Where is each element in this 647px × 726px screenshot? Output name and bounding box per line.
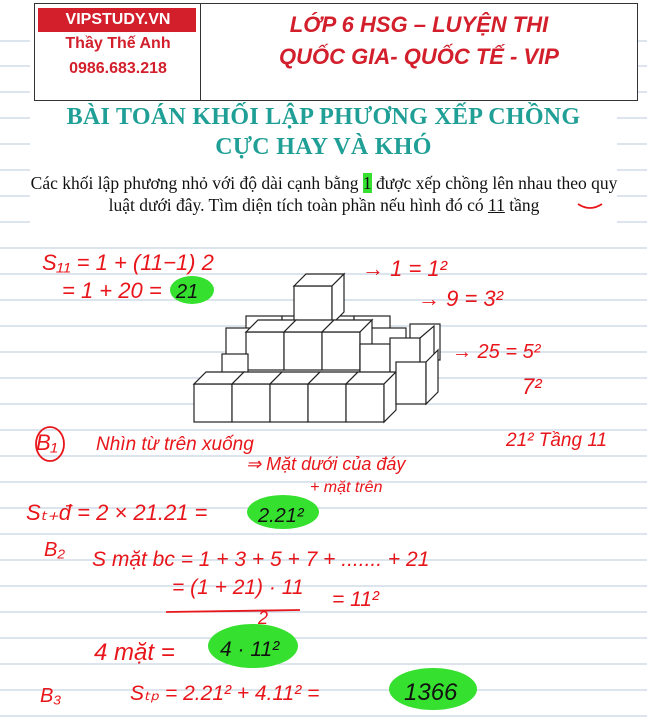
step-2-label: B₂ <box>44 539 65 561</box>
brand-name: VIPSTUDY.VN <box>65 11 171 28</box>
final-answer: 1366 <box>404 679 458 706</box>
step-1-label: B₁ <box>36 430 58 455</box>
phone-number: 0986.683.218 <box>69 60 167 77</box>
s-side-sum: S mặt bc = 1 + 3 + 5 + 7 + ....... + 21 <box>92 548 430 571</box>
s11-result: 21 <box>176 281 199 303</box>
s-side-result: = 11² <box>332 588 379 611</box>
layer-1-count: → 1 = 1² <box>362 256 447 281</box>
step-1-text: Nhìn từ trên xuống <box>96 434 254 455</box>
layer-4-count: 7² <box>522 374 542 399</box>
layer-2-count: → 9 = 3² <box>418 286 503 311</box>
s-side-formula: = (1 + 21) · 11 <box>172 576 304 599</box>
four-faces-result: 4 · 11² <box>220 638 280 661</box>
layer-3-count: → 25 = 5² <box>452 341 541 363</box>
four-faces-label: 4 mặt = <box>94 639 175 666</box>
course-line-2: QUỐC GIA- QUỐC TẾ - VIP <box>279 44 559 69</box>
problem-text-2: được xếp chồng lên nhau theo quy luật dưới đây. Tìm diện tích toàn phần nếu hình đó có <box>108 173 618 215</box>
total-surface-formula: Sₜₚ = 2.21² + 4.11² = <box>130 682 320 705</box>
edge-length-value: 1 <box>362 173 372 193</box>
course-line-1: LỚP 6 HSG – LUYỆN THI <box>289 12 549 37</box>
step-1-note: 21² Tầng 11 <box>506 430 608 451</box>
title-line-2: CỰC HAY VÀ KHÓ <box>215 134 432 160</box>
problem-text-3: tầng <box>504 195 540 215</box>
problem-text-1: Các khối lập phương nhỏ với độ dài cạnh bằng <box>30 173 363 193</box>
bottom-face-note: ⇒ Mặt dưới của đáy <box>246 454 406 474</box>
s-top-bottom-result: 2.21² <box>258 505 304 527</box>
underline-11 <box>578 204 602 208</box>
layer-count-value: 11 <box>488 195 505 215</box>
step-3-label: B₃ <box>40 685 62 707</box>
title-line-1: BÀI TOÁN KHỐI LẬP PHƯƠNG XẾP CHỒNG <box>66 104 581 130</box>
s-side-denominator: 2 <box>258 608 269 628</box>
teacher-name: Thầy Thế Anh <box>65 35 171 52</box>
s-top-bottom: Sₜ₊đ = 2 × 21.21 = <box>26 500 208 525</box>
s11-line-1: S₁₁ = 1 + (11−1) 2 <box>42 250 214 275</box>
top-face-note: + mặt trên <box>310 479 383 496</box>
s11-line-2: = 1 + 20 = <box>62 278 162 303</box>
fraction-bar <box>166 610 300 612</box>
